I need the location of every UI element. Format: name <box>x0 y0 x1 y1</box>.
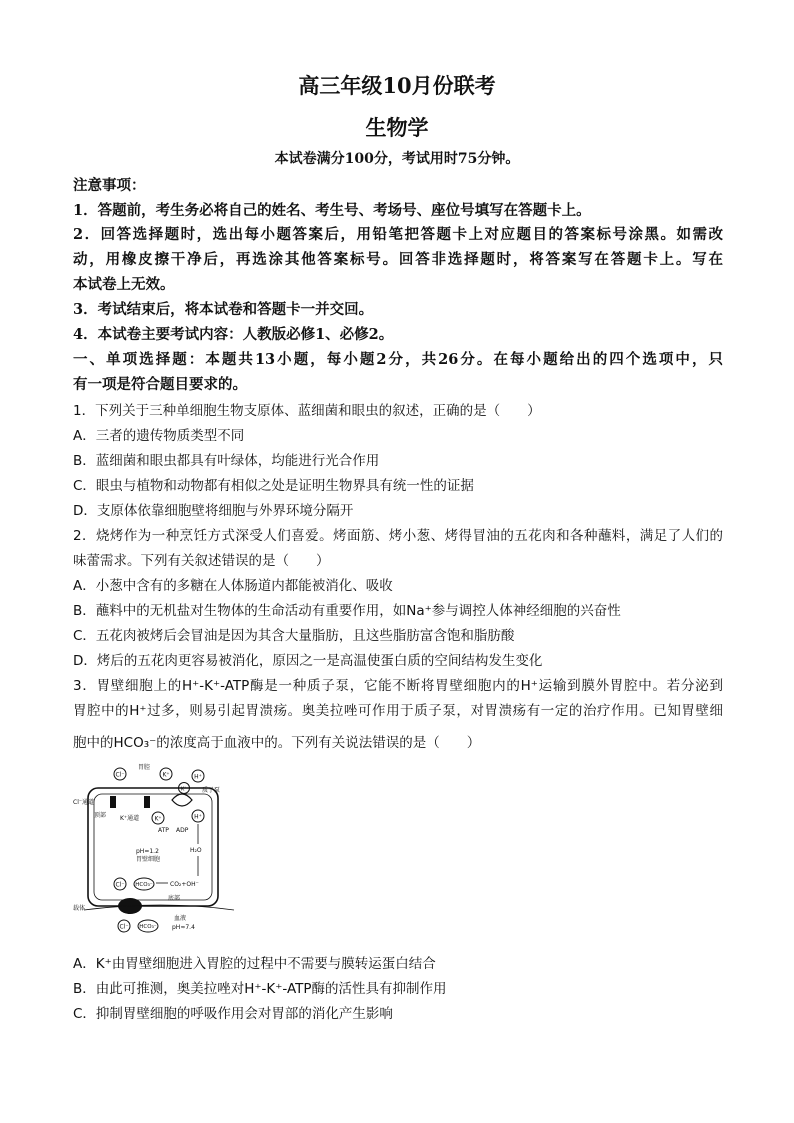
question-2-option-d: D．烤后的五花肉更容易被消化，原因之一是高温使蛋白质的空间结构发生变化 <box>73 653 543 669</box>
label-cl-lumen: Cl⁻ <box>115 771 125 779</box>
question-2-option-c: C．五花肉被烤后会冒油是因为其含大量脂肪，且这些脂肪富含饱和脂肪酸 <box>73 628 515 644</box>
label-ph-cell: pH=1.2 <box>136 848 159 855</box>
note-4: 4．本试卷主要考试内容：人教版必修1、必修2。 <box>73 326 394 343</box>
question-3-option-b: B．由此可推测，奥美拉唑对H⁺-K⁺-ATP酶的活性具有抑制作用 <box>73 981 447 997</box>
label-apical: 顶部 <box>94 812 107 819</box>
question-3-stem-line-1: 3．胃壁细胞上的H⁺-K⁺-ATP酶是一种质子泵，它能不断将胃壁细胞内的H⁺运输到膜外胃腔中。若分泌到 <box>73 678 723 694</box>
question-2-option-a: A．小葱中含有的多糖在人体肠道内都能被消化、吸收 <box>73 578 393 594</box>
exam-title: 高三年级10月份联考 <box>298 73 496 98</box>
label-cell-name: 胃壁细胞 <box>136 856 161 863</box>
proton-pump-shape <box>172 794 192 806</box>
label-k-pump: K⁺ <box>180 786 188 793</box>
label-h-lumen: H⁺ <box>194 773 202 781</box>
question-3-stem-line-3: 胞中的HCO₃⁻的浓度高于血液中的。下列有关说法错误的是（ ） <box>73 735 481 751</box>
question-2-stem-line-1: 2．烧烤作为一种烹饪方式深受人们喜爱。烤面筋、烤小葱、烤得冒油的五花肉和各种蘸料，满足了人们的 <box>73 528 723 544</box>
label-proton-pump: 质子泵 <box>202 787 221 794</box>
label-basal: 底部 <box>168 895 181 902</box>
score-info: 本试卷满分100分，考试用时75分钟。 <box>274 151 520 167</box>
section-heading-line-1: 一、单项选择题：本题共13小题，每小题2分，共26分。在每小题给出的四个选项中，只 <box>73 351 723 368</box>
label-k-lumen: K⁺ <box>162 771 170 779</box>
label-hco3-blood: HCO₃⁻ <box>139 924 157 930</box>
label-h-cell: H⁺ <box>194 813 202 821</box>
label-stomach-lumen: 胃腔 <box>138 764 151 771</box>
section-heading-line-2: 有一项是符合题目要求的。 <box>73 376 247 393</box>
notes-heading: 注意事项： <box>73 177 146 194</box>
question-1-stem: 1．下列关于三种单细胞生物支原体、蓝细菌和眼虫的叙述，正确的是（ ） <box>73 403 541 419</box>
k-channel-shape <box>144 796 150 808</box>
question-1-option-c: C．眼虫与植物和动物都有相似之处是证明生物界具有统一性的证据 <box>73 478 474 494</box>
label-k-channel: K⁺通道 <box>120 815 140 822</box>
label-atp: ATP <box>158 827 169 834</box>
label-cl-channel: Cl⁻通道 <box>73 799 95 806</box>
subject-title: 生物学 <box>365 115 429 140</box>
question-1-option-a: A．三者的遗传物质类型不同 <box>73 428 245 444</box>
label-carrier: 载体 <box>73 905 86 912</box>
label-cl-blood: Cl⁻ <box>119 923 129 931</box>
label-hco3-cell: HCO₃⁻ <box>135 882 153 888</box>
question-3-stem-line-2: 胃腔中的H⁺过多，则易引起胃溃疡。奥美拉唑可作用于质子泵，对胃溃疡有一定的治疗作用。已知胃壁细 <box>73 703 723 719</box>
label-h2o: H₂O <box>190 847 202 854</box>
note-2-line-2: 动，用橡皮擦干净后，再选涂其他答案标号。回答非选择题时，将答案写在答题卡上。写在 <box>73 251 723 268</box>
question-1-option-b: B．蓝细菌和眼虫都具有叶绿体，均能进行光合作用 <box>73 453 380 469</box>
question-3-option-c: C．抑制胃壁细胞的呼吸作用会对胃部的消化产生影响 <box>73 1006 393 1022</box>
note-2-line-3: 本试卷上无效。 <box>73 276 175 293</box>
question-3-option-a: A．K⁺由胃壁细胞进入胃腔的过程中不需要与膜转运蛋白结合 <box>73 956 436 972</box>
label-blood: 血液 <box>174 915 187 922</box>
note-2-line-1: 2．回答选择题时，选出每小题答案后，用铅笔把答题卡上对应题目的答案标号涂黑。如需改 <box>73 226 723 243</box>
note-1: 1．答题前，考生务必将自己的姓名、考生号、考场号、座位号填写在答题卡上。 <box>73 202 591 219</box>
parietal-cell-diagram <box>72 760 242 938</box>
label-co2-oh: CO₂+OH⁻ <box>170 881 199 888</box>
label-adp: ADP <box>176 827 189 834</box>
question-2-option-b: B．蘸料中的无机盐对生物体的生命活动有重要作用，如Na⁺参与调控人体神经细胞的兴奋性 <box>73 603 621 619</box>
question-1-option-d: D．支原体依靠细胞壁将细胞与外界环境分隔开 <box>73 503 354 519</box>
label-ph-blood: pH≈7.4 <box>172 924 195 931</box>
question-2-stem-line-2: 味蕾需求。下列有关叙述错误的是（ ） <box>73 553 330 569</box>
note-3: 3．考试结束后，将本试卷和答题卡一并交回。 <box>73 301 374 318</box>
cl-channel-shape <box>110 796 116 808</box>
label-k-cell: K⁺ <box>154 815 162 823</box>
label-cl-cell: Cl⁻ <box>115 881 125 889</box>
